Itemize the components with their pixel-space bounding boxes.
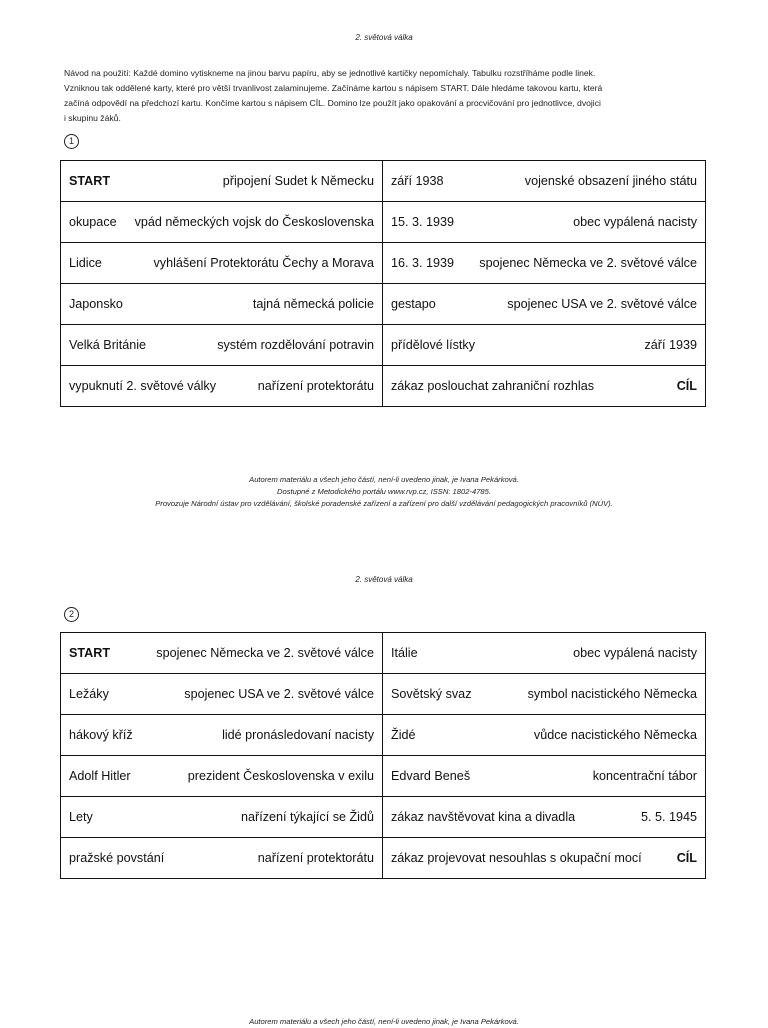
domino-card-content (69, 379, 374, 393)
domino-card-content (391, 174, 697, 188)
domino-card (61, 674, 383, 715)
card-answer: vypuknutí 2. světové války (69, 379, 216, 393)
domino-card-content (69, 215, 374, 229)
domino-card (61, 797, 383, 838)
domino-card-content (391, 379, 697, 393)
card-answer: 16. 3. 1939 (391, 256, 455, 270)
card-question: lidé pronásledovaní nacisty (222, 728, 374, 742)
domino-card-content (69, 810, 374, 824)
instructions-line: začíná odpovědí na předchozí kartu. Končíme kartou s nápisem CÍL. Domino lze použít jako opakování a procvičování pro jednotlivce, dvojici (64, 98, 601, 108)
domino-card (61, 243, 383, 284)
domino-card-content (69, 174, 374, 188)
card-answer: Edvard Beneš (391, 769, 471, 783)
domino-card-content (391, 297, 697, 311)
card-question: tajná německá policie (252, 297, 374, 311)
card-answer: září 1938 (391, 174, 444, 188)
card-answer: START (69, 646, 111, 660)
card-answer: Japonsko (69, 297, 123, 311)
card-question: obec vypálená nacisty (573, 215, 697, 229)
domino-card-content (391, 769, 697, 783)
card-answer: Itálie (391, 646, 418, 660)
card-answer: Lidice (69, 256, 102, 270)
page-footer: Autorem materiálu a všech jeho částí, není-li uvedeno jinak, je Ivana Pekárková. (249, 1017, 519, 1026)
domino-card-content (391, 728, 697, 742)
card-question: koncentrační tábor (592, 769, 697, 783)
card-question: připojení Sudet k Německu (222, 174, 374, 188)
card-answer: Lety (69, 810, 93, 824)
card-question: 5. 5. 1945 (640, 810, 697, 824)
card-question: nařízení týkající se Židů (241, 810, 374, 824)
card-answer: gestapo (391, 297, 436, 311)
card-question: spojenec Německa ve 2. světové válce (479, 256, 697, 270)
card-answer: zákaz navštěvovat kina a divadla (391, 810, 576, 824)
domino-table-1 (60, 160, 706, 407)
domino-card-content (69, 769, 374, 783)
card-question: prezident Československa v exilu (187, 769, 374, 783)
card-answer: 15. 3. 1939 (391, 215, 455, 229)
domino-set-number: 2 (64, 607, 79, 622)
card-question: vojenské obsazení jiného státu (524, 174, 697, 188)
domino-card (383, 838, 706, 879)
card-question: spojenec USA ve 2. světové válce (507, 297, 697, 311)
card-answer: START (69, 174, 111, 188)
domino-card-content (391, 646, 697, 660)
domino-row (61, 366, 706, 407)
domino-row (61, 325, 706, 366)
domino-card (61, 715, 383, 756)
domino-card (383, 243, 706, 284)
domino-card-content (69, 728, 374, 742)
card-question: vpád německých vojsk do Československa (134, 215, 374, 229)
card-answer: Velká Británie (69, 338, 147, 352)
domino-card (383, 161, 706, 202)
domino-card-content (69, 297, 374, 311)
card-question: vůdce nacistického Německa (533, 728, 697, 742)
domino-row (61, 797, 706, 838)
domino-card-content (69, 338, 374, 352)
card-question: CÍL (676, 851, 697, 865)
domino-card (61, 161, 383, 202)
domino-row (61, 202, 706, 243)
domino-card (61, 202, 383, 243)
domino-card-content (69, 687, 374, 701)
instructions-line: Návod na použití: Každé domino vytiskneme na jinou barvu papíru, aby se jednotlivé kartičky nepomíchaly. Tabulku rozstříháme podle linek. (64, 68, 596, 78)
domino-card (383, 325, 706, 366)
domino-row (61, 633, 706, 674)
card-question: obec vypálená nacisty (573, 646, 697, 660)
domino-row (61, 674, 706, 715)
card-question: září 1939 (644, 338, 697, 352)
domino-card-content (391, 810, 697, 824)
domino-card (61, 756, 383, 797)
card-question: symbol nacistického Německa (527, 687, 697, 701)
domino-card (383, 715, 706, 756)
card-answer: okupace (69, 215, 117, 229)
domino-row (61, 284, 706, 325)
page-header: 2. světová válka (355, 33, 413, 42)
domino-card (383, 284, 706, 325)
footer-line: Autorem materiálu a všech jeho částí, není-li uvedeno jinak, je Ivana Pekárková. (249, 475, 519, 484)
domino-card (383, 366, 706, 407)
domino-row (61, 161, 706, 202)
domino-row (61, 243, 706, 284)
domino-table-2 (60, 632, 706, 879)
domino-card-content (69, 646, 374, 660)
domino-card (383, 202, 706, 243)
footer-line: Provozuje Národní ústav pro vzdělávání, školské poradenské zařízení a zařízení pro další vzdělávání pedagogických pracovníků (NÚV). (155, 499, 613, 508)
card-answer: Židé (391, 728, 416, 742)
card-question: CÍL (676, 379, 697, 393)
footer-line: Dostupné z Metodického portálu www.rvp.cz, ISSN: 1802-4785. (276, 487, 491, 496)
domino-card (61, 325, 383, 366)
domino-card (383, 674, 706, 715)
domino-card-content (69, 851, 374, 865)
domino-card (61, 366, 383, 407)
instructions (64, 66, 704, 126)
instructions-line: Vzniknou tak oddělené karty, které pro větší trvanlivost zalaminujeme. Začínáme kartou s nápisem START. Dále hledáme takovou kartu, která (64, 83, 603, 93)
card-answer: Adolf Hitler (69, 769, 131, 783)
instructions-line: i skupinu žáků. (64, 113, 121, 123)
domino-card (61, 284, 383, 325)
page-header: 2. světová válka (355, 575, 413, 584)
domino-row (61, 838, 706, 879)
card-answer: zákaz projevovat nesouhlas s okupační mocí (391, 851, 642, 865)
domino-card (61, 633, 383, 674)
card-question: nařízení protektorátu (257, 851, 374, 865)
card-answer: hákový kříž (69, 728, 133, 742)
domino-card (383, 756, 706, 797)
domino-row (61, 756, 706, 797)
domino-row (61, 715, 706, 756)
card-answer: přídělové lístky (391, 338, 475, 352)
domino-card-content (391, 687, 697, 701)
domino-card-content (69, 256, 374, 270)
domino-card (383, 633, 706, 674)
card-answer: Sovětský svaz (391, 687, 472, 701)
domino-card-content (391, 215, 697, 229)
domino-card-content (391, 256, 697, 270)
domino-card-content (391, 338, 697, 352)
page-footer (0, 474, 768, 510)
domino-card (61, 838, 383, 879)
card-answer: zákaz poslouchat zahraniční rozhlas (391, 379, 595, 393)
card-answer: pražské povstání (69, 851, 165, 865)
card-question: spojenec Německa ve 2. světové válce (156, 646, 374, 660)
card-question: vyhlášení Protektorátu Čechy a Morava (153, 256, 374, 270)
card-question: nařízení protektorátu (257, 379, 374, 393)
domino-card (383, 797, 706, 838)
card-question: systém rozdělování potravin (217, 338, 374, 352)
card-answer: Ležáky (69, 687, 109, 701)
domino-card-content (391, 851, 697, 865)
domino-set-number: 1 (64, 134, 79, 149)
card-question: spojenec USA ve 2. světové válce (184, 687, 374, 701)
